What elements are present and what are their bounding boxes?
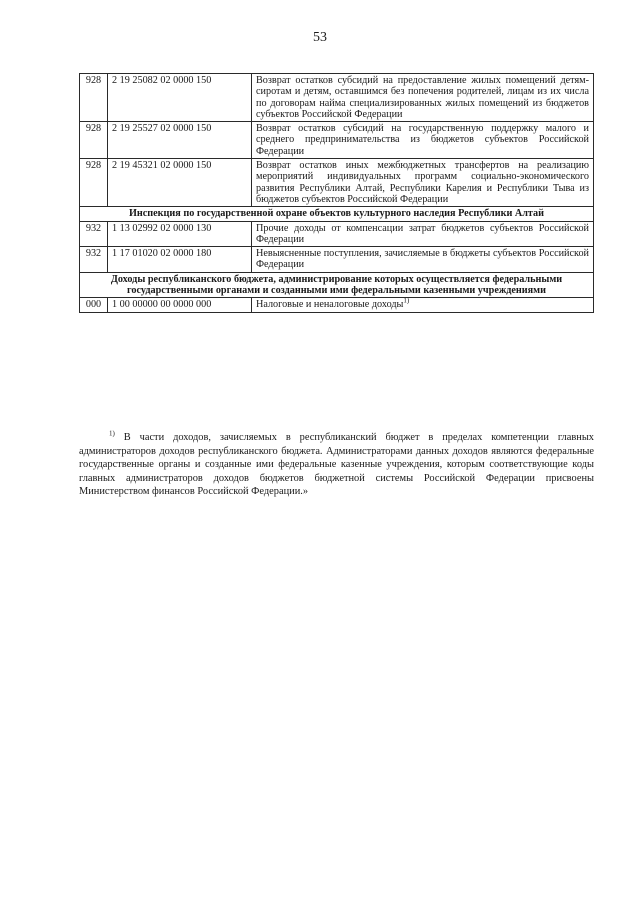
admin-code-cell: 932 <box>80 221 108 247</box>
section-title: Инспекция по государственной охране объектов культурного наследия Республики Алтай <box>80 207 594 221</box>
budget-code-cell: 1 00 00000 00 0000 000 <box>108 298 252 312</box>
footnote <box>79 431 594 499</box>
budget-code-cell: 2 19 45321 02 0000 150 <box>108 159 252 207</box>
table-row <box>80 221 594 247</box>
description-cell: Возврат остатков субсидий на предоставление жилых помещений детям-сиротам и детям, оставшимся без попечения родителей, лицам из их числа по договорам найма специализированных жилых помещений из бюджетов субъектов Российской Федерации <box>252 74 594 122</box>
description-cell: Возврат остатков субсидий на государственную поддержку малого и среднего предпринимательства из бюджетов субъектов Российской Федерации <box>252 122 594 159</box>
budget-code-cell: 1 13 02992 02 0000 130 <box>108 221 252 247</box>
admin-code-cell: 932 <box>80 247 108 273</box>
description-cell: Прочие доходы от компенсации затрат бюджетов субъектов Российской Федерации <box>252 221 594 247</box>
footnote-reference: 1) <box>403 296 410 305</box>
table-row <box>80 247 594 273</box>
budget-code-cell: 2 19 25082 02 0000 150 <box>108 74 252 122</box>
footnote-marker: 1) <box>109 429 115 438</box>
admin-code-cell: 928 <box>80 74 108 122</box>
table-row <box>80 298 594 312</box>
description-cell: Невыясненные поступления, зачисляемые в бюджеты субъектов Российской Федерации <box>252 247 594 273</box>
section-header-row <box>80 207 594 221</box>
budget-code-cell: 1 17 01020 02 0000 180 <box>108 247 252 273</box>
description-cell <box>252 298 594 312</box>
section-title: Доходы республиканского бюджета, администрирование которых осуществляется федеральными государственными органами и созданными ими федеральными казенными учреждениями <box>80 272 594 298</box>
budget-code-cell: 2 19 25527 02 0000 150 <box>108 122 252 159</box>
admin-code-cell: 928 <box>80 159 108 207</box>
table-row <box>80 122 594 159</box>
table-row <box>80 74 594 122</box>
footnote-text: В части доходов, зачисляемых в республиканский бюджет в пределах компетенции главных администраторов доходов республиканского бюджета. Администраторами данных доходов являются федеральные государственные органы и созданные ими федеральные казенные учреждения, которым соответствующие коды главных администраторов доходов бюджетов бюджетной системы Российской Федерации присвоены Министерством финансов Российской Федерации.» <box>79 432 594 498</box>
description-cell: Возврат остатков иных межбюджетных трансфертов на реализацию мероприятий индивидуальных программ социально-экономического развития Республики Алтай, Республики Карелия и Республики Тыва из бюджетов субъектов Российской Федерации <box>252 159 594 207</box>
description-text: Налоговые и неналоговые доходы <box>256 299 404 311</box>
section-header-row <box>80 272 594 298</box>
revenue-codes-table <box>79 73 594 313</box>
table-row <box>80 159 594 207</box>
admin-code-cell: 000 <box>80 298 108 312</box>
admin-code-cell: 928 <box>80 122 108 159</box>
page-number: 53 <box>313 30 327 45</box>
